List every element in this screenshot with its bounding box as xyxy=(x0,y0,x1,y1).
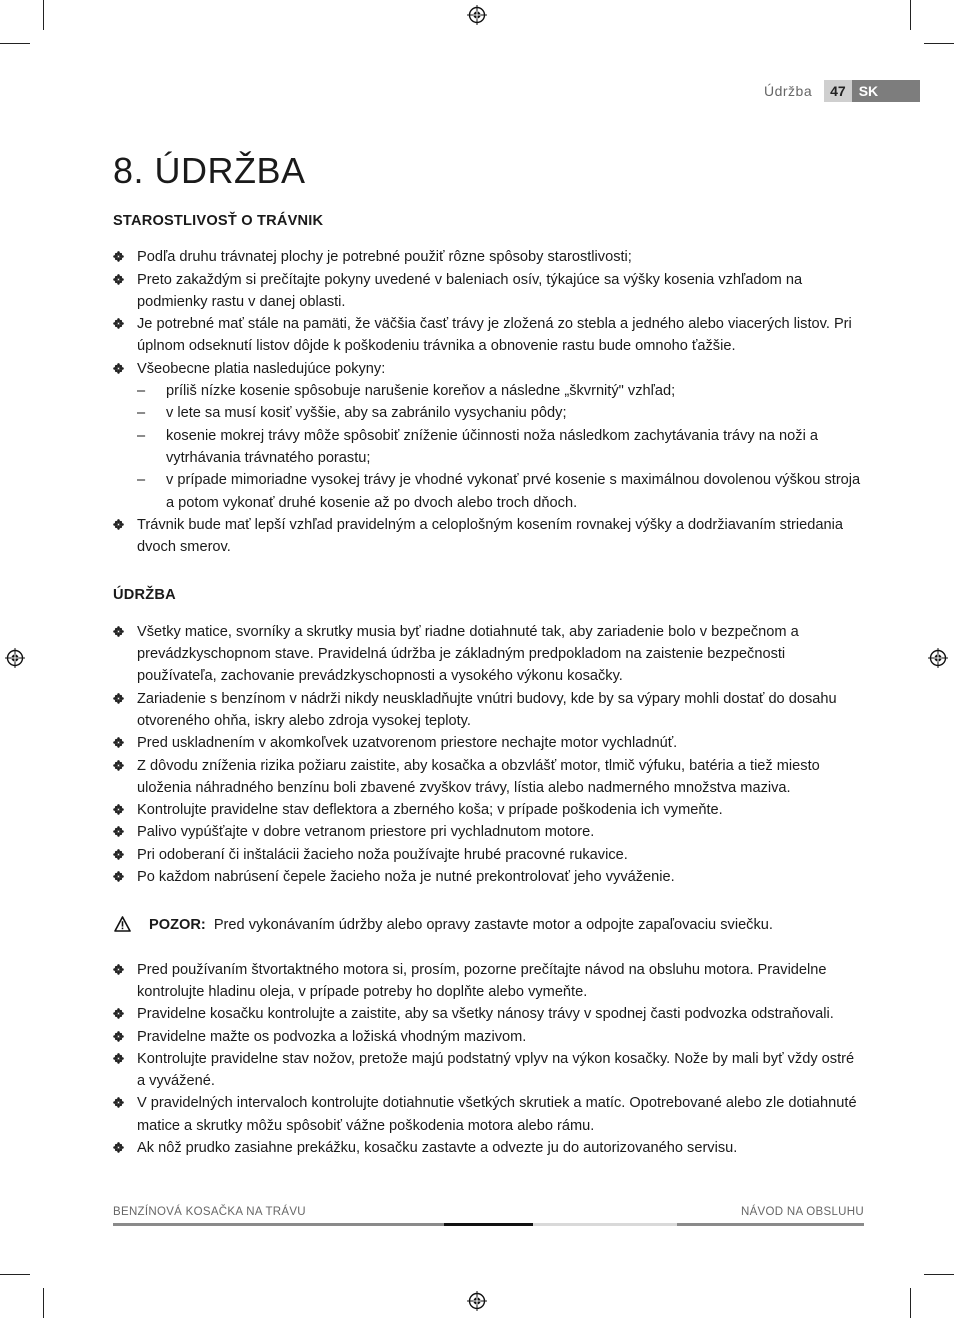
lawn-care-list xyxy=(113,246,865,558)
footer-document-type: NÁVOD NA OBSLUHU xyxy=(740,1206,864,1218)
list-item: Ak nôž prudko zasiahne prekážku, kosačku zastavte a odvezte ju do autorizovaného servisu. xyxy=(113,1137,865,1159)
page-number: 47 xyxy=(824,80,852,102)
registration-mark-icon xyxy=(467,1291,487,1311)
crop-mark xyxy=(43,0,44,30)
flower-bullet-icon xyxy=(113,871,124,882)
warning-text: Pred vykonávaním údržby alebo opravy zastavte motor a odpojte zapaľovaciu sviečku. xyxy=(213,917,773,934)
crop-mark xyxy=(910,0,911,30)
list-item: Po každom nabrúsení čepele žacieho noža je nutné prekontrolovať jeho vyváženie. xyxy=(113,866,865,888)
flower-bullet-icon xyxy=(113,363,124,374)
page-header xyxy=(764,80,920,102)
flower-bullet-icon xyxy=(113,964,124,975)
footer-product-name: BENZÍNOVÁ KOSAČKA NA TRÁVU xyxy=(113,1206,306,1218)
sub-list-item: – kosenie mokrej trávy môže spôsobiť zníženie účinnosti noža následkom zachytávania trávy na noži a vytrhávania trávnatého porastu; xyxy=(137,427,818,466)
warning-label: POZOR: xyxy=(149,917,206,934)
crop-mark xyxy=(0,1274,30,1275)
flower-bullet-icon xyxy=(113,274,124,285)
flower-bullet-icon xyxy=(113,693,124,704)
flower-bullet-icon xyxy=(113,804,124,815)
flower-bullet-icon xyxy=(113,251,124,262)
page-title: 8. ÚDRŽBA xyxy=(113,150,306,191)
list-item: Zariadenie s benzínom v nádrži nikdy neuskladňujte vnútri budovy, kde by sa výpary mohli dostať do dosahu otvoreného ohňa, iskry alebo zdroja vysokej teploty. xyxy=(113,688,865,733)
list-item: Trávnik bude mať lepší vzhľad pravidelným a celoplošným kosením rovnakej výšky a dodržiavaním striedania dvoch smerov. xyxy=(113,514,865,559)
registration-mark-icon xyxy=(467,5,487,25)
flower-bullet-icon xyxy=(113,849,124,860)
footer-bar-segment xyxy=(533,1223,677,1226)
header-section-label: Údržba xyxy=(764,83,813,99)
crop-mark xyxy=(0,43,30,44)
sub-list-item: – príliš nízke kosenie spôsobuje narušenie koreňov a následne „škvrnitý" vzhľad; xyxy=(137,383,676,400)
language-badge: SK xyxy=(852,80,920,102)
list-item: Kontrolujte pravidelne stav nožov, pretože majú podstatný vplyv na výkon kosačky. Nože by mali byť vždy ostré a vyvážené. xyxy=(113,1048,865,1093)
section-heading-lawn-care: STAROSTLIVOSŤ O TRÁVNIK xyxy=(113,213,324,229)
list-item: V pravidelných intervaloch kontrolujte dotiahnutie všetkých skrutiek a matíc. Opotrebované alebo zle dotiahnuté matice a skrutky môžu spôsobiť vážne poškodenia motora alebo rámu. xyxy=(113,1092,865,1137)
sub-list-item: – v prípade mimoriadne vysokej trávy je vhodné vykonať prvé kosenie s maximálnou dovolenou výškou stroja a potom vykonať druhé kosenie až po dvoch alebo troch dňoch. xyxy=(137,472,861,511)
crop-mark xyxy=(43,1288,44,1318)
flower-bullet-icon xyxy=(113,318,124,329)
footer-bar-segment xyxy=(677,1223,864,1226)
registration-mark-icon xyxy=(5,648,25,668)
registration-mark-icon xyxy=(928,648,948,668)
flower-bullet-icon xyxy=(113,1097,124,1108)
section-heading-maintenance: ÚDRŽBA xyxy=(113,587,176,604)
list-item: Palivo vypúšťajte v dobre vetranom priestore pri vychladnutom motore. xyxy=(113,821,865,843)
maintenance-list-continued xyxy=(113,959,865,1160)
flower-bullet-icon xyxy=(113,1142,124,1153)
maintenance-list xyxy=(113,621,865,889)
flower-bullet-icon xyxy=(113,737,124,748)
list-item: Pri odoberaní či inštalácii žacieho noža používajte hrubé pracovné rukavice. xyxy=(113,844,865,866)
flower-bullet-icon xyxy=(113,826,124,837)
list-item: Je potrebné mať stále na pamäti, že väčšia časť trávy je zložená zo stebla a jedného alebo viacerých listov. Pri úplnom odseknutí listov dôjde k poškodeniu trávnika a obnovenie rastu bude omnoho ťažšie. xyxy=(113,313,865,358)
crop-mark xyxy=(924,43,954,44)
flower-bullet-icon xyxy=(113,1053,124,1064)
list-item: Kontrolujte pravidelne stav deflektora a zberného koša; v prípade poškodenia ich vymeňte. xyxy=(113,799,865,821)
crop-mark xyxy=(924,1274,954,1275)
list-item: Pred uskladnením v akomkoľvek uzatvorenom priestore nechajte motor vychladnúť. xyxy=(113,732,865,754)
footer-bar xyxy=(113,1223,864,1226)
flower-bullet-icon xyxy=(113,1031,124,1042)
sub-list-item: – v lete sa musí kosiť vyššie, aby sa zabránilo vysychaniu pôdy; xyxy=(137,405,567,422)
warning-notice xyxy=(113,914,865,936)
flower-bullet-icon xyxy=(113,626,124,637)
flower-bullet-icon xyxy=(113,1008,124,1019)
flower-bullet-icon xyxy=(113,760,124,771)
footer-bar-segment xyxy=(113,1223,444,1226)
footer-bar-segment xyxy=(444,1223,533,1226)
list-item: Podľa druhu trávnatej plochy je potrebné použiť rôzne spôsoby starostlivosti; xyxy=(113,246,865,268)
warning-triangle-icon xyxy=(114,916,131,932)
list-item: Pravidelne mažte os podvozka a ložiská vhodným mazivom. xyxy=(113,1026,865,1048)
list-item: Z dôvodu zníženia rizika požiaru zaistite, aby kosačka a obzvlášť motor, tlmič výfuku, batéria a tiež miesto uloženia náhradného benzínu boli zbavené zvyškov trávy, lístia alebo nadmerného množstva maziva. xyxy=(113,755,865,800)
crop-mark xyxy=(910,1288,911,1318)
page-content xyxy=(113,210,865,1159)
list-item: Pred používaním štvortaktného motora si, prosím, pozorne prečítajte návod na obsluhu motora. Pravidelne kontrolujte hladinu oleja, v prípade potreby ho doplňte alebo vymeňte. xyxy=(113,959,865,1004)
list-item: Všetky matice, svorníky a skrutky musia byť riadne dotiahnuté tak, aby zariadenie bolo v bezpečnom a prevádzkyschopnom stave. Pravidelná údržba je základným predpokladom na zaistenie bezpečnosti používateľa, zachovanie prevádzkyschopnosti a vysokého výkonu kosačky. xyxy=(113,621,865,688)
flower-bullet-icon xyxy=(113,519,124,530)
list-item: Všeobecne platia nasledujúce pokyny: xyxy=(113,358,865,380)
list-item: Pravidelne kosačku kontrolujte a zaistite, aby sa všetky nánosy trávy v spodnej časti podvozka odstraňovali. xyxy=(113,1003,865,1025)
list-item: Preto zakaždým si prečítajte pokyny uvedené v baleniach osív, týkajúce sa výšky kosenia vzhľadom na podmienky rastu v danej oblasti. xyxy=(113,269,865,314)
